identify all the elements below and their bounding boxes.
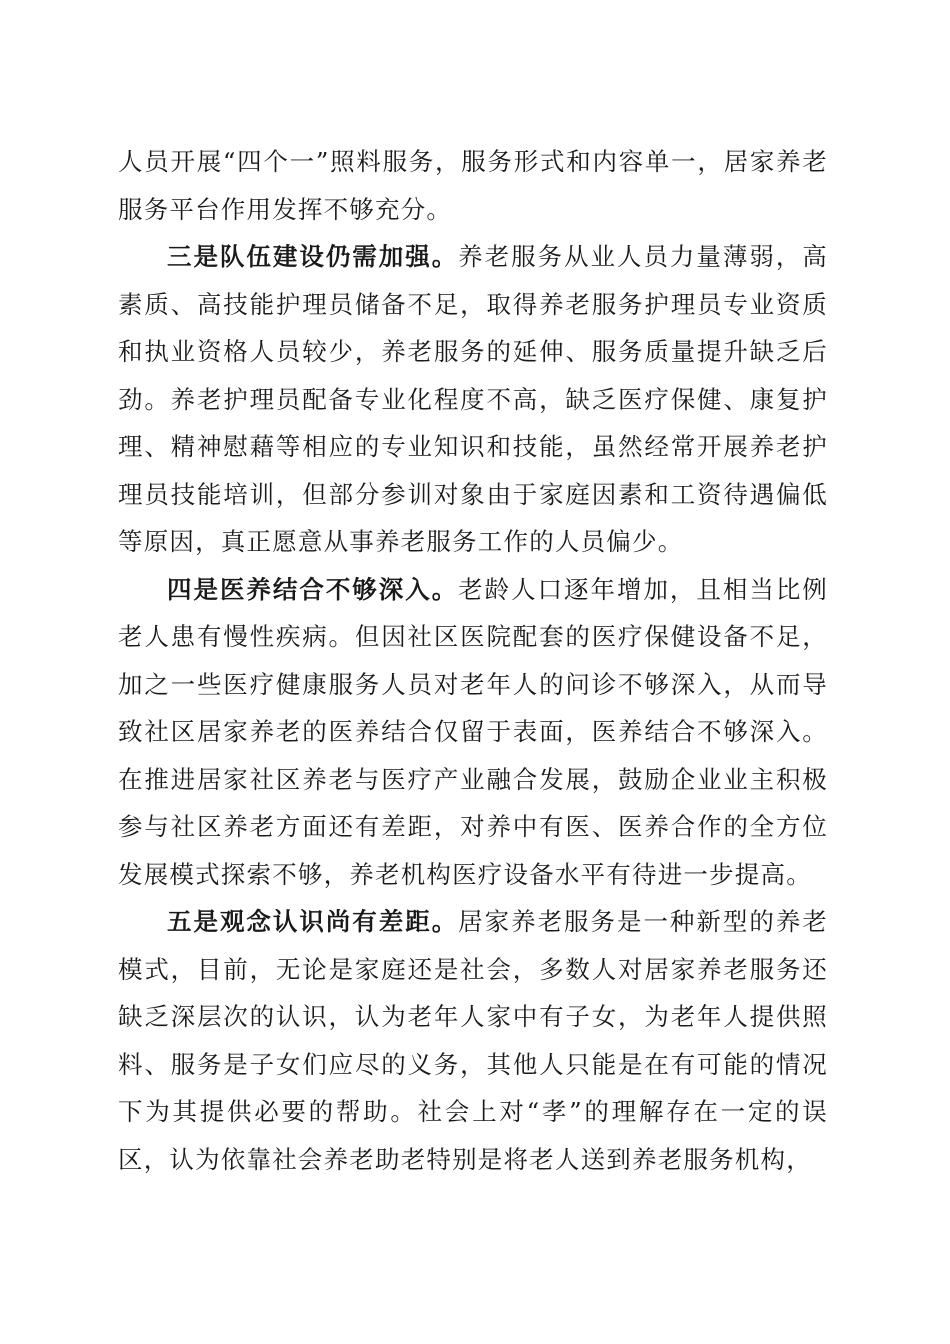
paragraph-body: 养老服务从业人员力量薄弱，高素质、高技能护理员储备不足，取得养老服务护理员专业资质和执业资格人员较少，养老服务的延伸、服务质量提升缺乏后劲。养老护理员配备专业化程度不高，缺乏医疗保健、康复护理、精神慰藉等相应的专业知识和技能，虽然经常开展养老护理员技能培训，但部分参训对象由于家庭因素和工资待遇偏低等原因，真正愿意从事养老服务工作的人员偏少。 bbox=[118, 242, 828, 556]
paragraph-awareness bbox=[118, 898, 828, 1183]
paragraph-continued bbox=[118, 138, 828, 233]
paragraph-lead: 三是队伍建设仍需加强。 bbox=[167, 242, 459, 271]
paragraph-medical-care bbox=[118, 566, 828, 899]
paragraph-team-building bbox=[118, 233, 828, 566]
paragraph-body: 老龄人口逐年增加，且相当比例老人患有慢性疾病。但因社区医院配套的医疗保健设备不足，加之一些医疗健康服务人员对老年人的问诊不够深入，从而导致社区居家养老的医养结合仅留于表面，医养结合不够深入。在推进居家社区养老与医疗产业融合发展，鼓励企业业主积极参与社区养老方面还有差距，对养中有医、医养合作的全方位发展模式探索不够，养老机构医疗设备水平有待进一步提高。 bbox=[118, 574, 828, 889]
paragraph-lead: 五是观念认识尚有差距。 bbox=[167, 907, 459, 936]
paragraph-body: 居家养老服务是一种新型的养老模式，目前，无论是家庭还是社会，多数人对居家养老服务还缺乏深层次的认识，认为老年人家中有子女，为老年人提供照料、服务是子女们应尽的义务，其他人只能是在有可能的情况下为其提供必要的帮助。社会上对“孝”的理解存在一定的误区，认为依靠社会养老助老特别是将老人送到养老服务机构， bbox=[118, 907, 828, 1174]
paragraph-lead: 四是医养结合不够深入。 bbox=[167, 574, 459, 604]
paragraph-body: 人员开展“四个一”照料服务，服务形式和内容单一，居家养老服务平台作用发挥不够充分。 bbox=[118, 147, 828, 224]
document-body bbox=[118, 138, 828, 1183]
